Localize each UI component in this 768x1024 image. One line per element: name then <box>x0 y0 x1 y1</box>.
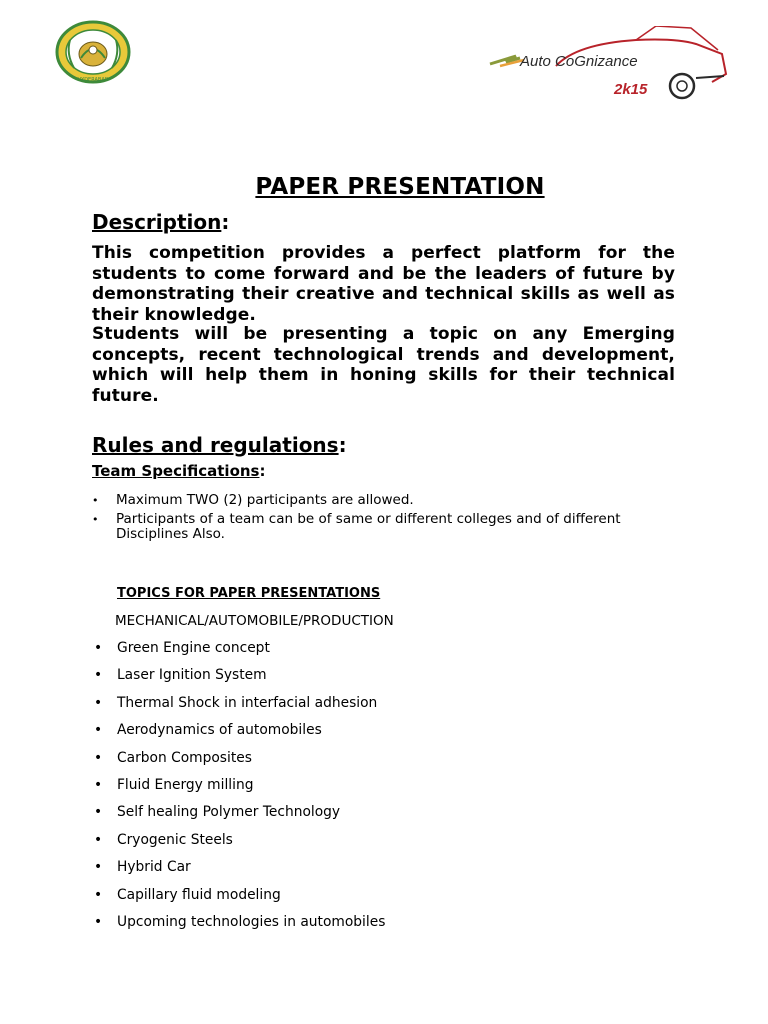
bullet-icon: • <box>94 667 103 684</box>
bullet-icon: • <box>94 913 103 930</box>
bullet-icon: • <box>94 722 103 739</box>
list-item: • Laser Ignition System <box>94 667 267 684</box>
list-item: • Green Engine concept <box>94 640 270 656</box>
list-item: • Participants of a team can be of same or different colleges and of different Disciplines Also. <box>92 510 621 542</box>
bullet-icon: • <box>92 494 99 507</box>
rules-heading: Rules and regulations: <box>92 433 347 457</box>
bullet-icon: • <box>94 776 103 793</box>
college-seal-logo <box>54 20 132 84</box>
topics-subheading: MECHANICAL/AUTOMOBILE/PRODUCTION <box>115 613 394 629</box>
list-item: • Capillary fluid modeling <box>94 886 281 903</box>
team-rules-list <box>92 493 672 546</box>
description-paragraph-2: Students will be presenting a topic on any Emerging concepts, recent technological trends and development, which will help them in honing skills for their technical future. <box>92 324 675 406</box>
topics-heading: TOPICS FOR PAPER PRESENTATIONS <box>117 586 381 601</box>
bullet-icon: • <box>92 512 99 526</box>
logo-year: 2k15 <box>614 81 648 98</box>
bullet-icon: • <box>94 831 103 848</box>
bullet-icon: • <box>94 886 103 903</box>
bullet-icon: • <box>94 749 103 766</box>
list-item: • Upcoming technologies in automobiles <box>94 913 386 930</box>
list-item: • Carbon Composites <box>94 749 252 766</box>
page-title: PAPER PRESENTATION <box>255 174 545 200</box>
logo-text: Auto CoGnizance <box>520 53 638 70</box>
bullet-icon: • <box>94 640 103 656</box>
bullet-icon: • <box>94 804 103 821</box>
list-item: • Self healing Polymer Technology <box>94 804 341 821</box>
list-item: • Thermal Shock in interfacial adhesion <box>94 694 378 711</box>
seal-city-text: HYDERABAD <box>77 77 109 83</box>
list-item: • Fluid Energy milling <box>94 776 254 793</box>
topics-list <box>92 640 592 941</box>
list-item: • Cryogenic Steels <box>94 831 233 848</box>
team-specifications-heading: Team Specifications: <box>92 462 266 480</box>
list-item: • Hybrid Car <box>94 859 191 876</box>
description-paragraph-1: This competition provides a perfect platform for the students to come forward and be the leaders of future by demonstrating their creative and technical skills as well as their knowledge. <box>92 243 675 325</box>
description-heading: Description: <box>92 210 230 234</box>
list-item: • Aerodynamics of automobiles <box>94 722 322 739</box>
bullet-icon: • <box>94 694 103 711</box>
auto-cognizance-logo <box>486 26 730 102</box>
list-item: • Maximum TWO (2) participants are allowed. <box>92 492 414 508</box>
bullet-icon: • <box>94 859 103 876</box>
